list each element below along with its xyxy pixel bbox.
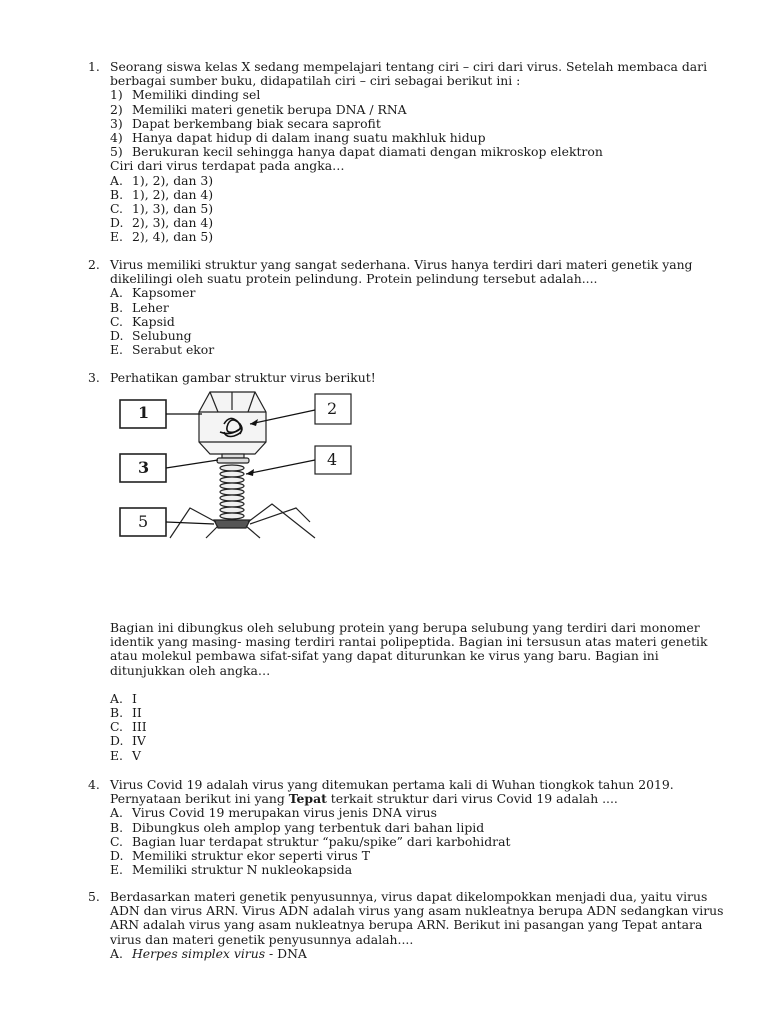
diagram-label-1: 1 — [138, 403, 150, 422]
option-key: B. — [110, 819, 124, 835]
option-text: Selubung — [132, 328, 192, 344]
virus-tail-sheath — [220, 465, 244, 519]
question-stem-line: Berdasarkan materi genetik penyusunnya, virus dapat dikelompokkan menjadi dua, yaitu virus — [110, 889, 708, 904]
option-key: E. — [110, 342, 123, 358]
question-stem-line: Perhatikan gambar struktur virus berikut! — [110, 370, 376, 385]
option-key: D. — [110, 215, 124, 231]
option-text: Virus Covid 19 merupakan virus jenis DNA virus — [132, 805, 437, 821]
feature-key: 2) — [110, 101, 123, 117]
option-key: B. — [110, 705, 124, 721]
option-e — [110, 230, 698, 244]
option-key: A. — [110, 285, 123, 301]
option-text: Memiliki struktur N nukleokapsida — [132, 862, 353, 878]
option-key: D. — [110, 328, 124, 344]
option-a — [110, 286, 698, 300]
question-number: 3. — [88, 370, 100, 385]
option-text: 1), 3), dan 5) — [132, 201, 214, 217]
option-b — [110, 821, 698, 835]
option-text: 1), 2), dan 4) — [132, 186, 214, 202]
question-5 — [88, 889, 724, 961]
option-a — [110, 692, 698, 706]
option-c — [110, 202, 698, 216]
question-number: 2. — [88, 257, 100, 272]
option-d — [110, 734, 698, 748]
option-text: Bagian luar terdapat struktur “paku/spike” dari karbohidrat — [132, 833, 511, 849]
virus-structure-diagram — [110, 388, 355, 548]
option-d — [110, 216, 698, 230]
option-key: E. — [110, 747, 123, 763]
option-b — [110, 188, 698, 202]
question-prompt: Ciri dari virus terdapat pada angka… — [110, 158, 345, 174]
option-b — [110, 706, 698, 720]
option-key: D. — [110, 848, 124, 864]
option-c — [110, 720, 698, 734]
diagram-label-4: 4 — [327, 450, 338, 469]
question-3-body — [88, 620, 708, 763]
feature-item — [110, 117, 698, 131]
option-key: D. — [110, 733, 124, 749]
question-stem-line — [110, 792, 698, 806]
question-stem-line: ADN dan virus ARN. Virus ADN adalah virus yang asam nukleatnya berupa ADN sedangkan virus — [110, 903, 724, 919]
option-e — [110, 343, 698, 357]
feature-key: 5) — [110, 144, 123, 160]
spacer — [110, 678, 698, 692]
diagram-label-2: 2 — [327, 399, 338, 418]
feature-item — [110, 131, 698, 145]
option-text: Dibungkus oleh amplop yang terbentuk dari bahan lipid — [132, 819, 485, 835]
diagram-label-3: 3 — [138, 458, 150, 477]
feature-key: 1) — [110, 87, 123, 103]
feature-text: Hanya dapat hidup di dalam inang suatu makhluk hidup — [132, 130, 486, 146]
feature-text: Berukuran kecil sehingga hanya dapat diamati dengan mikroskop elektron — [132, 144, 603, 160]
feature-key: 4) — [110, 130, 123, 146]
genetic-material-text: - DNA — [265, 945, 307, 961]
option-a — [110, 174, 698, 188]
option-text: Leher — [132, 299, 169, 315]
question-number: 1. — [88, 59, 100, 74]
stem-text: terkait struktur dari virus Covid 19 adalah .... — [326, 791, 618, 807]
question-stem-line: Seorang siswa kelas X sedang mempelajari tentang ciri – ciri dari virus. Setelah membaca dari — [110, 59, 708, 74]
question-stem-line: dikelilingi oleh suatu protein pelindung. Protein pelindung tersebut adalah.... — [110, 271, 598, 287]
question-stem-line: berbagai sumber buku, didapatilah ciri – ciri sebagai berikut ini : — [110, 73, 521, 89]
option-e — [110, 863, 698, 877]
question-stem-line: ARN adalah virus yang asam nukleatnya berupa ARN. Berikut ini pasangan yang Tepat antara — [110, 917, 703, 933]
option-text: I — [132, 690, 137, 706]
stem-emphasis: Tepat — [288, 791, 327, 807]
option-key: C. — [110, 201, 123, 217]
virus-collar — [222, 454, 244, 458]
stem-text: Pernyataan berikut ini yang — [110, 791, 289, 807]
question-1 — [88, 59, 708, 245]
question-stem-line: virus dan materi genetik penyusunnya adalah.... — [110, 931, 414, 947]
option-text: IV — [132, 733, 146, 749]
option-key: A. — [110, 805, 123, 821]
option-e — [110, 749, 698, 763]
option-key: E. — [110, 229, 123, 245]
option-text: II — [132, 705, 142, 721]
question-paragraph-line: identik yang masing- masing terdiri rantai polipeptida. Bagian ini tersusun atas materi genetik — [110, 634, 708, 650]
option-d — [110, 329, 698, 343]
question-stem-line: Virus Covid 19 adalah virus yang ditemukan pertama kali di Wuhan tiongkok tahun 2019. — [110, 777, 674, 792]
option-c — [110, 835, 698, 849]
option-key: B. — [110, 186, 124, 202]
virus-baseplate — [214, 520, 250, 528]
option-text: 1), 2), dan 3) — [132, 172, 214, 188]
option-key: C. — [110, 719, 123, 735]
feature-text: Memiliki materi genetik berupa DNA / RNA — [132, 101, 407, 117]
question-paragraph-line: ditunjukkan oleh angka… — [110, 662, 271, 678]
question-4 — [88, 778, 698, 877]
feature-text: Memiliki dinding sel — [132, 87, 261, 103]
option-c — [110, 315, 698, 329]
question-paragraph-line: Bagian ini dibungkus oleh selubung protein yang berupa selubung yang terdiri dari monomer — [110, 620, 700, 635]
option-text — [110, 947, 698, 961]
option-key: A. — [110, 945, 123, 961]
option-d — [110, 849, 698, 863]
option-key: A. — [110, 172, 123, 188]
option-text: III — [132, 719, 147, 735]
option-text: Kapsomer — [132, 285, 196, 301]
option-key: C. — [110, 313, 123, 329]
option-key: C. — [110, 833, 123, 849]
option-text: 2), 4), dan 5) — [132, 229, 214, 245]
option-text: Memiliki struktur ekor seperti virus T — [132, 848, 370, 864]
option-a — [110, 806, 698, 820]
feature-item — [110, 145, 698, 159]
option-key: E. — [110, 862, 123, 878]
diagram-label-5: 5 — [138, 512, 149, 531]
feature-item — [110, 103, 698, 117]
question-number: 5. — [88, 889, 100, 904]
option-key: A. — [110, 690, 123, 706]
feature-text: Dapat berkembang biak secara saprofit — [132, 115, 381, 131]
option-text: V — [132, 747, 141, 763]
option-text: 2), 3), dan 4) — [132, 215, 214, 231]
feature-item — [110, 88, 698, 102]
question-paragraph-line: atau molekul pembawa sifat-sifat yang dapat diturunkan ke virus yang baru. Bagian ini — [110, 648, 659, 664]
question-number: 4. — [88, 777, 100, 792]
question-stem-line: Virus memiliki struktur yang sangat sederhana. Virus hanya terdiri dari materi genetik yang — [110, 257, 693, 272]
option-a — [110, 947, 698, 961]
option-b — [110, 301, 698, 315]
option-key: B. — [110, 299, 124, 315]
option-text: Serabut ekor — [132, 342, 215, 358]
virus-name: Herpes simplex virus — [132, 945, 266, 961]
option-text: Kapsid — [132, 313, 175, 329]
feature-key: 3) — [110, 115, 123, 131]
question-2 — [88, 258, 698, 357]
question-3 — [88, 371, 698, 385]
